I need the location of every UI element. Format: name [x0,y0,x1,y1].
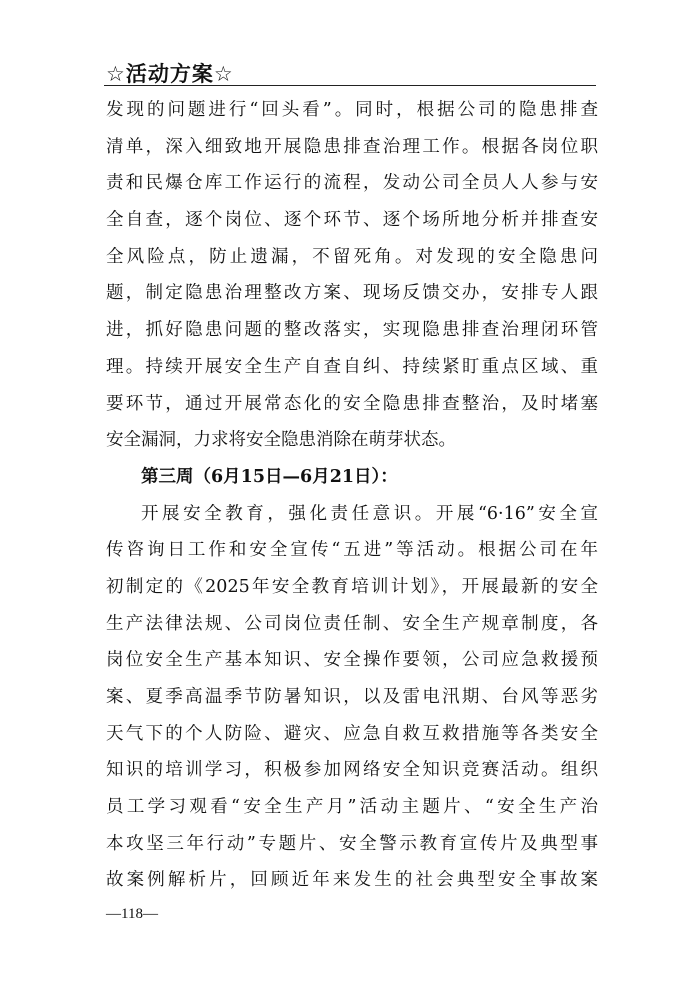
header-divider [104,85,596,86]
text-line: 岗位安全生产基本知识、安全操作要领，公司应急救援预 [106,650,598,671]
text-line: 知识的培训学习，积极参加网络安全知识竞赛活动。组织 [106,760,598,781]
text-line: 员工学习观看“安全生产月”活动主题片、“安全生产治 [106,797,598,818]
text-line: 本攻坚三年行动”专题片、安全警示教育宣传片及典型事 [106,833,598,854]
paragraph-safety-education [106,496,598,900]
text-line: 传咨询日工作和安全宣传“五进”等活动。根据公司在年 [106,540,598,561]
text-line: 理。持续开展安全生产自查自纠、持续紧盯重点区域、重 [106,356,598,377]
text-line: 清单，深入细致地开展隐患排查治理工作。根据各岗位职 [106,136,598,157]
text-line: 责和民爆仓库工作运行的流程，发动公司全员人人参与安 [106,173,598,194]
text-line: 开展安全教育，强化责任意识。开展“6·16”安全宣 [141,503,598,524]
text-line: 天气下的个人防险、避灾、应急自救互救措施等各类安全 [106,723,598,744]
text-line: 进，抓好隐患问题的整改落实，实现隐患排查治理闭环管 [106,320,598,341]
text-line: 全自查，逐个岗位、逐个环节、逐个场所地分析并排查安 [106,210,598,231]
text-line: 案、夏季高温季节防暑知识，以及雷电汛期、台风等恶劣 [106,687,598,707]
section-heading-week3: 第三周（6月15日—6月21日）： [141,466,398,487]
document-body [106,92,598,899]
text-line: 题，制定隐患治理整改方案、现场反馈交办，安排专人跟 [106,283,598,304]
text-line: 初制定的《2025年安全教育培训计划》，开展最新的安全 [106,576,598,597]
text-line: 发现的问题进行“回头看”。同时，根据公司的隐患排查 [106,100,598,120]
text-line: 安全漏洞，力求将安全隐患消除在萌芽状态。 [106,430,456,451]
text-line: 全风险点，防止遗漏，不留死角。对发现的安全隐患问 [106,246,598,267]
text-line: 生产法律法规、公司岗位责任制、安全生产规章制度，各 [106,613,598,634]
page-number: —118— [106,906,158,922]
paragraph-hazard-investigation [106,92,598,459]
text-line: 要环节，通过开展常态化的安全隐患排查整治，及时堵塞 [106,393,598,414]
text-line: 故案例解析片，回顾近年来发生的社会典型安全事故案 [106,870,598,891]
page-title: ☆活动方案☆ [106,62,234,86]
